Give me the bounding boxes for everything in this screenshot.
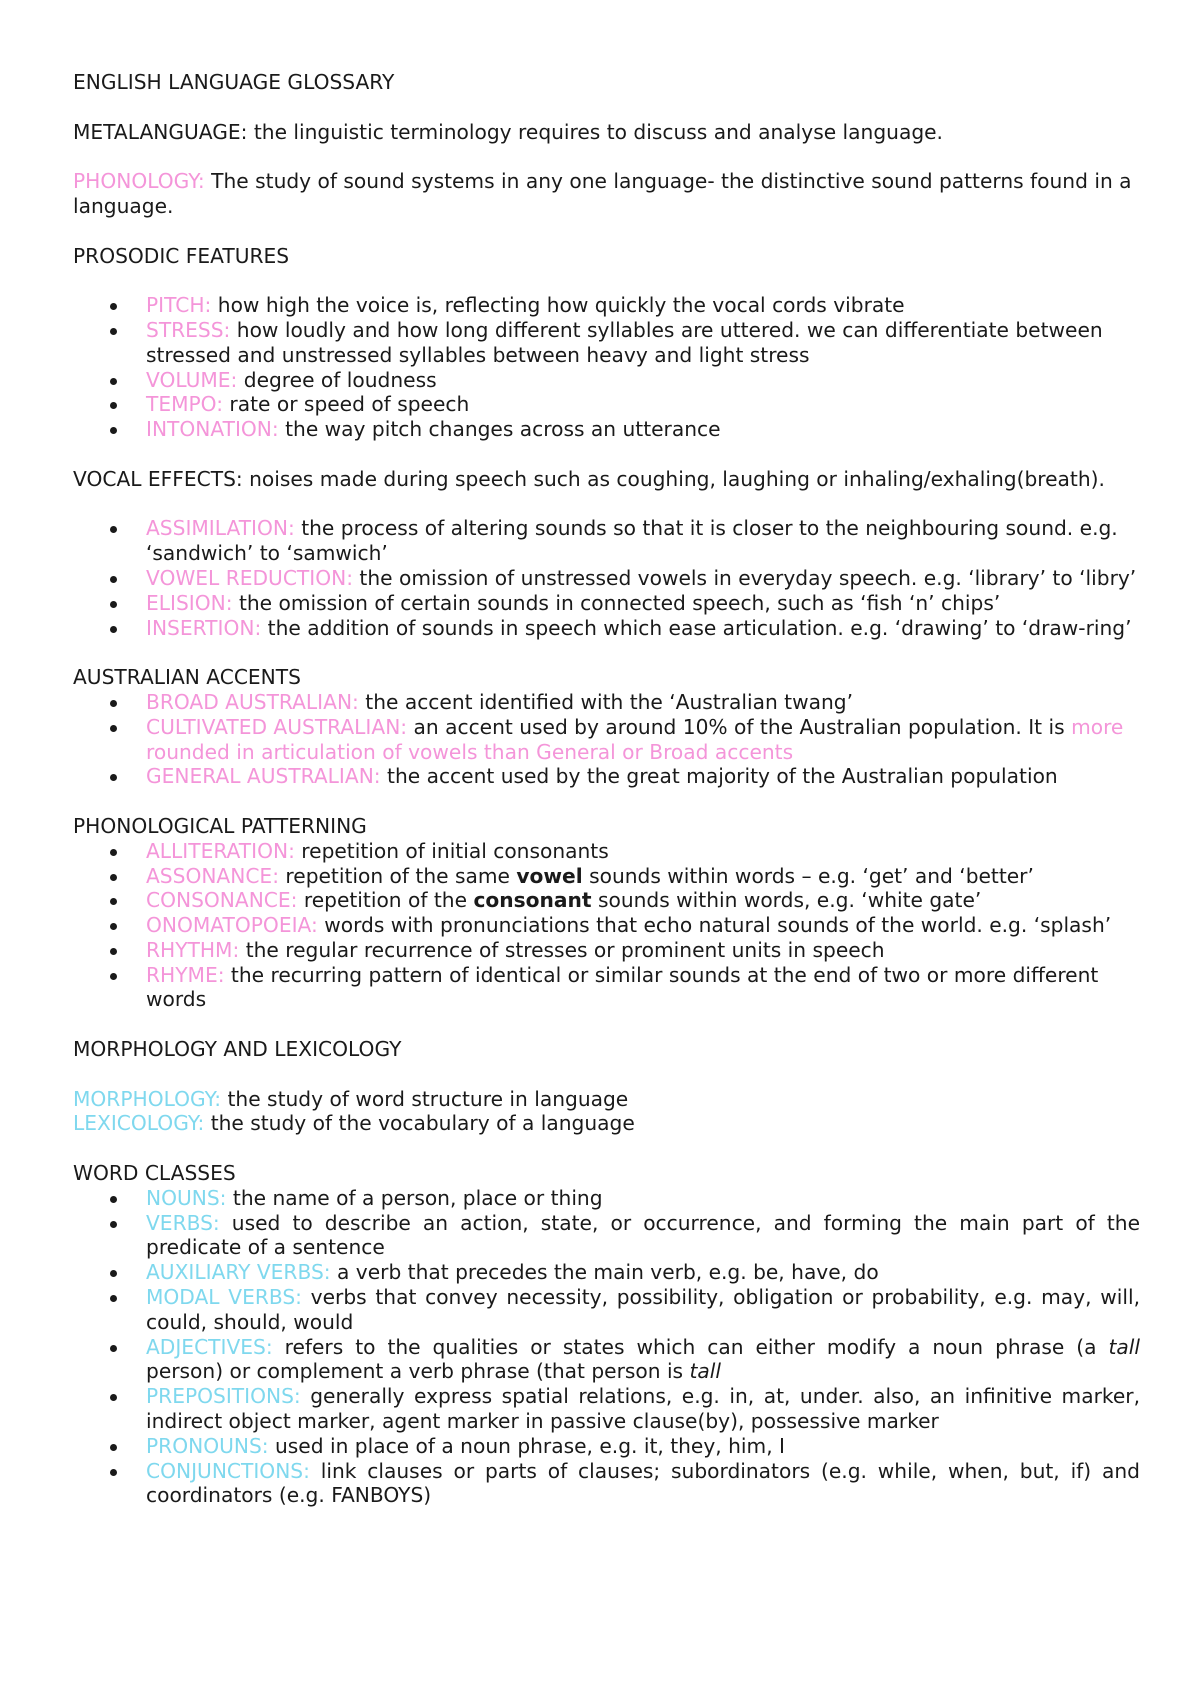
definition: degree of loudness bbox=[237, 367, 437, 392]
morphology-definition bbox=[73, 1087, 1140, 1112]
prosodic-features-list bbox=[73, 293, 1140, 442]
term: STRESS: bbox=[146, 317, 231, 342]
phonological-patterning-list bbox=[73, 839, 1140, 1013]
list-item bbox=[73, 690, 1140, 715]
list-item bbox=[73, 938, 1140, 963]
bold-word: consonant bbox=[473, 888, 592, 913]
term: VOLUME: bbox=[146, 367, 238, 392]
list-item bbox=[73, 1459, 1140, 1509]
list-item bbox=[73, 839, 1140, 864]
term: CONJUNCTIONS: bbox=[146, 1458, 310, 1483]
list-item bbox=[73, 864, 1140, 889]
term: AUXILIARY VERBS: bbox=[146, 1260, 331, 1285]
definition: used to describe an action, state, or occurrence, and forming the main part of the predicate of a sentence bbox=[146, 1210, 1140, 1260]
word-classes-heading: WORD CLASSES bbox=[73, 1161, 236, 1186]
definition: generally express spatial relations, e.g. in, at, under. also, an infinitive marker, indirect object marker, agent marker in passive clause(by), possessive marker bbox=[146, 1384, 1140, 1434]
definition: link clauses or parts of clauses; subordinators (e.g. while, when, but, if) and coordinators (e.g. FANBOYS) bbox=[146, 1458, 1140, 1508]
list-item bbox=[73, 566, 1140, 591]
list-item bbox=[73, 1384, 1140, 1434]
list-item bbox=[73, 963, 1140, 1013]
phonology-term: PHONOLOGY: bbox=[73, 169, 205, 194]
definition: the accent identified with the ‘Australian twang’ bbox=[358, 689, 854, 714]
italic-word: tall bbox=[689, 1359, 722, 1384]
list-item bbox=[73, 318, 1140, 368]
australian-accents-list bbox=[73, 690, 1140, 789]
term: BROAD AUSTRALIAN: bbox=[146, 689, 359, 714]
italic-word: tall bbox=[1108, 1334, 1140, 1359]
definition: the process of altering sounds so that it is closer to the neighbouring sound. e.g. ‘sandwich’ to ‘samwich’ bbox=[146, 516, 1118, 566]
phonological-patterning-heading: PHONOLOGICAL PATTERNING bbox=[73, 813, 367, 838]
definition: refers to the qualities or states which can either modify a noun phrase (a bbox=[272, 1334, 1109, 1359]
phonology-text: The study of sound systems in any one language- the distinctive sound patterns found in a language. bbox=[73, 169, 1132, 218]
term: PITCH: bbox=[146, 293, 212, 318]
list-item bbox=[73, 368, 1140, 393]
definition: used in place of a noun phrase, e.g. it, they, him, I bbox=[268, 1433, 785, 1458]
definition-highlight: more rounded in articulation of vowels than General or Broad accents bbox=[146, 714, 1124, 764]
term: ONOMATOPOEIA: bbox=[146, 913, 318, 938]
list-item bbox=[73, 392, 1140, 417]
list-item bbox=[73, 1211, 1140, 1261]
definition: repetition of initial consonants bbox=[294, 838, 609, 863]
lexicology-term: LEXICOLOGY: bbox=[73, 1111, 205, 1136]
term: ELISION: bbox=[146, 590, 233, 615]
definition: repetition of the same bbox=[279, 863, 517, 888]
definition: repetition of the bbox=[297, 888, 474, 913]
definition: the omission of certain sounds in connected speech, such as ‘fish ‘n’ chips’ bbox=[232, 590, 1001, 615]
definition: the regular recurrence of stresses or prominent units in speech bbox=[239, 937, 885, 962]
definition: a verb that precedes the main verb, e.g. be, have, do bbox=[330, 1260, 879, 1285]
term: ASSONANCE: bbox=[146, 863, 279, 888]
definition: verbs that convey necessity, possibility, obligation or probability, e.g. may, will, could, should, would bbox=[146, 1285, 1140, 1334]
definition-rest: sounds within words, e.g. ‘white gate’ bbox=[591, 888, 982, 913]
definition: an accent used by around 10% of the Australian population. It is bbox=[407, 714, 1072, 739]
definition-mid: person) or complement a verb phrase (that person is bbox=[146, 1359, 690, 1384]
document-title: ENGLISH LANGUAGE GLOSSARY bbox=[73, 70, 395, 94]
metalanguage-text: the linguistic terminology requires to discuss and analyse language. bbox=[247, 119, 943, 144]
definition: the accent used by the great majority of the Australian population bbox=[380, 764, 1058, 789]
definition-rest: sounds within words – e.g. ‘get’ and ‘better’ bbox=[582, 863, 1034, 888]
bold-word: vowel bbox=[516, 863, 583, 888]
list-item bbox=[73, 1335, 1140, 1385]
term: GENERAL AUSTRALIAN: bbox=[146, 764, 381, 789]
term: RHYME: bbox=[146, 962, 225, 987]
list-item bbox=[73, 1186, 1140, 1211]
term: CULTIVATED AUSTRALIAN: bbox=[146, 714, 408, 739]
term: ADJECTIVES: bbox=[146, 1334, 273, 1359]
list-item bbox=[73, 1260, 1140, 1285]
word-classes-list bbox=[73, 1186, 1140, 1508]
term: PRONOUNS: bbox=[146, 1433, 269, 1458]
list-item bbox=[73, 616, 1140, 641]
term: PREPOSITIONS: bbox=[146, 1384, 301, 1409]
lexicology-text: the study of the vocabulary of a language bbox=[204, 1111, 635, 1136]
list-item bbox=[73, 417, 1140, 442]
phonology-definition bbox=[73, 169, 1140, 219]
term: TEMPO: bbox=[146, 392, 224, 417]
list-item bbox=[73, 293, 1140, 318]
vocal-effects-definition: VOCAL EFFECTS: noises made during speech such as coughing, laughing or inhaling/exhaling(breath). bbox=[73, 466, 1105, 491]
morphology-lexicology-heading: MORPHOLOGY AND LEXICOLOGY bbox=[73, 1037, 402, 1062]
definition: rate or speed of speech bbox=[223, 392, 470, 417]
list-item bbox=[73, 1285, 1140, 1335]
definition: the addition of sounds in speech which ease articulation. e.g. ‘drawing’ to ‘draw-ring’ bbox=[261, 615, 1132, 640]
list-item bbox=[73, 591, 1140, 616]
list-item bbox=[73, 1434, 1140, 1459]
term: CONSONANCE: bbox=[146, 888, 298, 913]
term: INTONATION: bbox=[146, 417, 279, 442]
metalanguage-term: METALANGUAGE: bbox=[73, 119, 248, 144]
metalanguage-definition bbox=[73, 120, 1140, 145]
term: NOUNS: bbox=[146, 1185, 227, 1210]
list-item bbox=[73, 888, 1140, 913]
definition: how loudly and how long different syllables are uttered. we can differentiate between stressed and unstressed syllables between heavy and light stress bbox=[146, 317, 1103, 367]
list-item bbox=[73, 913, 1140, 938]
term: ALLITERATION: bbox=[146, 838, 295, 863]
term: ASSIMILATION: bbox=[146, 516, 295, 541]
term: INSERTION: bbox=[146, 615, 262, 640]
term: MODAL VERBS: bbox=[146, 1285, 302, 1310]
lexicology-definition bbox=[73, 1111, 1140, 1136]
definition: the omission of unstressed vowels in everyday speech. e.g. ‘library’ to ‘libry’ bbox=[353, 565, 1137, 590]
term: VERBS: bbox=[146, 1210, 220, 1235]
list-item bbox=[73, 764, 1140, 789]
morphology-text: the study of word structure in language bbox=[221, 1086, 629, 1111]
term: RHYTHM: bbox=[146, 937, 240, 962]
morphology-term: MORPHOLOGY: bbox=[73, 1086, 222, 1111]
definition: the name of a person, place or thing bbox=[226, 1185, 603, 1210]
term: VOWEL REDUCTION: bbox=[146, 565, 354, 590]
definition: how high the voice is, reflecting how quickly the vocal cords vibrate bbox=[211, 293, 905, 318]
list-item bbox=[73, 516, 1140, 566]
definition: the way pitch changes across an utterance bbox=[278, 417, 721, 442]
list-item bbox=[73, 715, 1140, 765]
australian-accents-heading: AUSTRALIAN ACCENTS bbox=[73, 665, 301, 690]
definition: words with pronunciations that echo natural sounds of the world. e.g. ‘splash’ bbox=[317, 913, 1112, 938]
prosodic-features-heading: PROSODIC FEATURES bbox=[73, 243, 290, 268]
vocal-effects-list bbox=[73, 516, 1140, 640]
definition: the recurring pattern of identical or similar sounds at the end of two or more different words bbox=[146, 962, 1099, 1012]
